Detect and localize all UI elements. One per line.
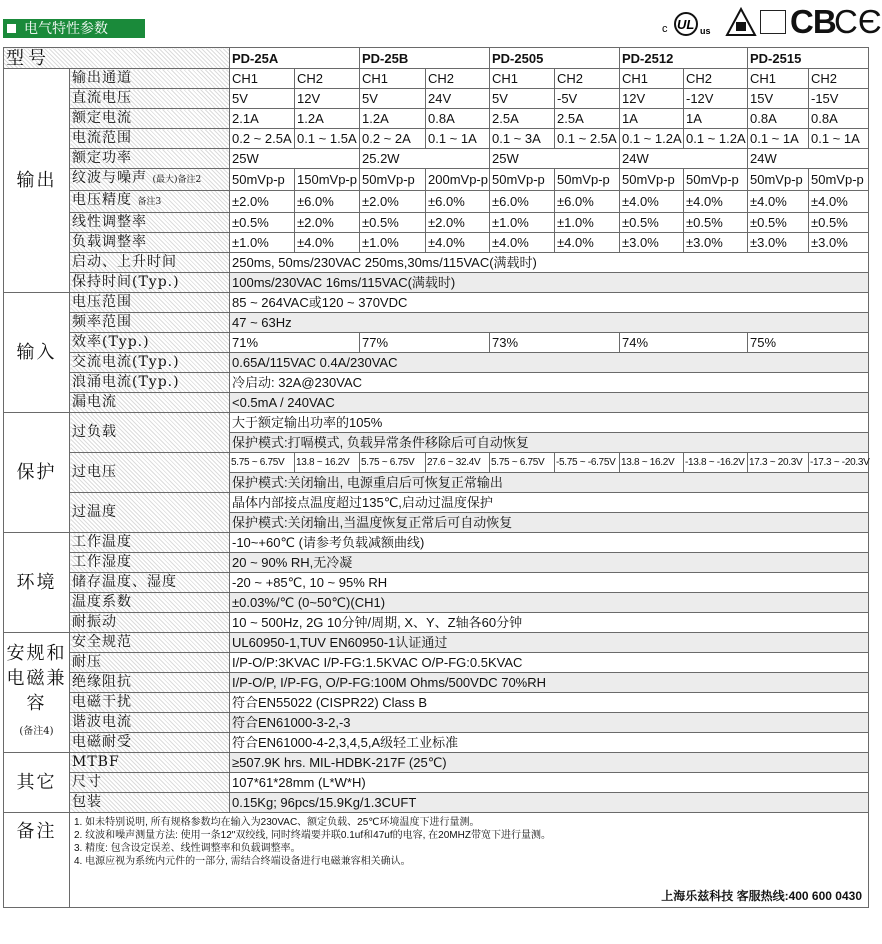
spec-value: ±4.0% <box>809 191 869 213</box>
spec-value: 5V <box>360 89 426 109</box>
spec-row-hold-up <box>4 273 869 293</box>
header-row <box>4 48 869 69</box>
spec-value: 50mVp-p <box>684 169 748 191</box>
spec-value: 0.2 ~ 2A <box>360 129 426 149</box>
spec-value: 50mVp-p <box>555 169 620 191</box>
spec-label: 电流范围 <box>70 129 230 149</box>
spec-value: 0.15Kg; 96pcs/15.9Kg/1.3CUFT <box>230 793 869 813</box>
svg-text:us: us <box>700 26 711 36</box>
spec-label: 尺寸 <box>70 773 230 793</box>
spec-label: 输出通道 <box>70 69 230 89</box>
spec-value: 107*61*28mm (L*W*H) <box>230 773 869 793</box>
spec-value: 1.2A <box>295 109 360 129</box>
spec-value: CH1 <box>748 69 809 89</box>
cb-logo: CB <box>790 3 836 40</box>
spec-value: 50mVp-p <box>809 169 869 191</box>
spec-value: CH1 <box>360 69 426 89</box>
spec-value: ±1.0% <box>490 213 555 233</box>
note-line: 4. 电源应视为系统内元件的一部分, 需结合终端设备进行电磁兼容相关确认。 <box>74 856 411 867</box>
spec-row-packing <box>4 793 869 813</box>
spec-value: CH2 <box>809 69 869 89</box>
group-other: 其它 <box>4 753 70 813</box>
spec-value: -13.8 ~ -16.2V <box>684 453 748 473</box>
spec-value: ±4.0% <box>748 191 809 213</box>
bauart-mark-icon <box>760 10 786 34</box>
note-line: 2. 纹波和噪声测量方法: 使用一条12"双绞线, 同时终端要并联0.1uf和47uf的电容, 在20MHZ带宽下进行量测。 <box>74 830 551 841</box>
spec-row-ripple <box>4 169 869 191</box>
spec-row-overvoltage-1 <box>4 453 869 473</box>
spec-value: 0.1 ~ 3A <box>490 129 555 149</box>
spec-value: 0.1 ~ 1.2A <box>620 129 684 149</box>
svg-text:c: c <box>662 23 668 35</box>
spec-label: 电磁耐受 <box>70 733 230 753</box>
ce-logo: CЄ <box>834 3 882 40</box>
spec-row-current-range <box>4 129 869 149</box>
spec-value: 13.8 ~ 16.2V <box>295 453 360 473</box>
spec-row-dc-voltage <box>4 89 869 109</box>
spec-row-working-humidity <box>4 553 869 573</box>
spec-label: 工作温度 <box>70 533 230 553</box>
spec-value: 250ms, 50ms/230VAC 250ms,30ms/115VAC(满载时) <box>230 253 869 273</box>
spec-row-mtbf <box>4 753 869 773</box>
spec-value: -5V <box>555 89 620 109</box>
spec-value: ±6.0% <box>555 191 620 213</box>
spec-row-setup-rise <box>4 253 869 273</box>
spec-value: ±2.0% <box>230 191 295 213</box>
spec-value: 25W <box>490 149 620 169</box>
spec-label: 电磁干扰 <box>70 693 230 713</box>
square-icon <box>7 24 16 33</box>
spec-value: -10~+60℃ (请参考负载减额曲线) <box>230 533 869 553</box>
spec-value: -5.75 ~ -6.75V <box>555 453 620 473</box>
spec-value: CH2 <box>426 69 490 89</box>
spec-value: 27.6 ~ 32.4V <box>426 453 490 473</box>
spec-value: <0.5mA / 240VAC <box>230 393 869 413</box>
spec-value: 50mVp-p <box>748 169 809 191</box>
model-label: 型号 <box>4 48 230 69</box>
spec-value: 12V <box>295 89 360 109</box>
spec-row-line-regulation <box>4 213 869 233</box>
spec-row-inrush <box>4 373 869 393</box>
spec-value: ±2.0% <box>426 213 490 233</box>
spec-value: 0.1 ~ 1A <box>426 129 490 149</box>
spec-value: 冷启动: 32A@230VAC <box>230 373 869 393</box>
spec-row-safety-standards <box>4 633 869 653</box>
spec-label: 线性调整率 <box>70 213 230 233</box>
spec-value: 大于额定输出功率的105% <box>230 413 869 433</box>
spec-value: 75% <box>748 333 869 353</box>
note-line: 1. 如未特别说明, 所有规格参数均在输入为230VAC、额定负载、25℃环境温度下进行量测。 <box>74 817 480 828</box>
spec-value: 17.3 ~ 20.3V <box>748 453 809 473</box>
spec-label: 耐压 <box>70 653 230 673</box>
spec-value: 73% <box>490 333 620 353</box>
spec-value: 2.5A <box>555 109 620 129</box>
spec-value: ±4.0% <box>426 233 490 253</box>
spec-label: 电压精度 备注3 <box>70 191 230 213</box>
spec-value: 符合EN61000-3-2,-3 <box>230 713 869 733</box>
spec-value: 71% <box>230 333 360 353</box>
spec-label: 纹波与噪声 (最大)备注2 <box>70 169 230 191</box>
spec-value: 50mVp-p <box>360 169 426 191</box>
spec-row-withstand <box>4 653 869 673</box>
spec-row-working-temp <box>4 533 869 553</box>
spec-label: 负载调整率 <box>70 233 230 253</box>
note-line: 3. 精度: 包含设定误差、线性调整率和负载调整率。 <box>74 843 301 854</box>
spec-value: 24W <box>620 149 748 169</box>
group-safety: 安规和电磁兼容 (备注4) <box>4 633 70 753</box>
spec-value: ±0.5% <box>620 213 684 233</box>
spec-label: 浪涌电流(Typ.) <box>70 373 230 393</box>
spec-value: 0.65A/115VAC 0.4A/230VAC <box>230 353 869 373</box>
model-name: PD-2515 <box>748 48 869 69</box>
spec-value: -17.3 ~ -20.3V <box>809 453 869 473</box>
spec-row-efficiency <box>4 333 869 353</box>
spec-row-harmonic <box>4 713 869 733</box>
spec-label: MTBF <box>70 753 230 773</box>
tuv-triangle-icon <box>726 8 756 36</box>
spec-value: 12V <box>620 89 684 109</box>
spec-row-channels <box>4 69 869 89</box>
spec-label: 过温度 <box>70 493 230 533</box>
spec-row-load-regulation <box>4 233 869 253</box>
spec-value: ±4.0% <box>295 233 360 253</box>
spec-value: 5V <box>490 89 555 109</box>
spec-value: 保护模式:打嗝模式, 负载异常条件移除后可自动恢复 <box>230 433 869 453</box>
group-remarks: 备注 <box>4 813 70 908</box>
notes-row <box>4 813 869 908</box>
spec-value: 1.2A <box>360 109 426 129</box>
spec-label: 额定功率 <box>70 149 230 169</box>
spec-value: CH1 <box>230 69 295 89</box>
spec-value: 47 ~ 63Hz <box>230 313 869 333</box>
spec-label: 交流电流(Typ.) <box>70 353 230 373</box>
spec-value: 保护模式:关闭输出, 电源重启后可恢复正常输出 <box>230 473 869 493</box>
spec-label: 启动、上升时间 <box>70 253 230 273</box>
group-environment: 环境 <box>4 533 70 633</box>
group-input: 输入 <box>4 293 70 413</box>
spec-value: 5V <box>230 89 295 109</box>
spec-label: 安全规范 <box>70 633 230 653</box>
spec-value: ≥507.9K hrs. MIL-HDBK-217F (25℃) <box>230 753 869 773</box>
spec-label: 频率范围 <box>70 313 230 333</box>
contact-hotline: 上海乐兹科技 客服热线:400 600 0430 <box>661 889 862 903</box>
spec-value: ±1.0% <box>555 213 620 233</box>
spec-label: 漏电流 <box>70 393 230 413</box>
spec-value: 77% <box>360 333 490 353</box>
spec-value: 24V <box>426 89 490 109</box>
spec-value: I/P-O/P:3KVAC I/P-FG:1.5KVAC O/P-FG:0.5KVAC <box>230 653 869 673</box>
group-protection: 保护 <box>4 413 70 533</box>
spec-value: 符合EN61000-4-2,3,4,5,A级轻工业标准 <box>230 733 869 753</box>
spec-value: CH2 <box>295 69 360 89</box>
spec-value: 74% <box>620 333 748 353</box>
spec-label: 过电压 <box>70 453 230 493</box>
spec-row-voltage-range <box>4 293 869 313</box>
spec-value: 5.75 ~ 6.75V <box>490 453 555 473</box>
spec-value: 10 ~ 500Hz, 2G 10分钟/周期, X、Y、Z轴各60分钟 <box>230 613 869 633</box>
group-output: 输出 <box>4 69 70 293</box>
spec-row-isolation <box>4 673 869 693</box>
spec-value: ±0.5% <box>360 213 426 233</box>
spec-value: UL60950-1,TUV EN60950-1认证通过 <box>230 633 869 653</box>
spec-value: I/P-O/P, I/P-FG, O/P-FG:100M Ohms/500VDC 70%RH <box>230 673 869 693</box>
spec-table <box>3 47 869 908</box>
spec-value: 150mVp-p <box>295 169 360 191</box>
spec-value: 0.1 ~ 2.5A <box>555 129 620 149</box>
spec-value: ±1.0% <box>230 233 295 253</box>
top-bar <box>0 0 882 44</box>
spec-value: CH1 <box>490 69 555 89</box>
spec-value: -15V <box>809 89 869 109</box>
spec-value: ±4.0% <box>620 191 684 213</box>
model-name: PD-2505 <box>490 48 620 69</box>
spec-label: 储存温度、湿度 <box>70 573 230 593</box>
spec-label: 耐振动 <box>70 613 230 633</box>
svg-text:UL: UL <box>677 17 695 32</box>
spec-value: ±2.0% <box>360 191 426 213</box>
spec-value: CH2 <box>684 69 748 89</box>
spec-label: 额定电流 <box>70 109 230 129</box>
spec-value: 25W <box>230 149 360 169</box>
spec-value: ±6.0% <box>426 191 490 213</box>
notes-cell <box>70 813 869 908</box>
spec-label: 绝缘阻抗 <box>70 673 230 693</box>
spec-value: 保护模式:关闭输出,当温度恢复正常后可自动恢复 <box>230 513 869 533</box>
spec-value: ±0.03%/℃ (0~50℃)(CH1) <box>230 593 869 613</box>
spec-value: ±0.5% <box>230 213 295 233</box>
spec-value: ±6.0% <box>490 191 555 213</box>
spec-value: 85 ~ 264VAC或120 ~ 370VDC <box>230 293 869 313</box>
spec-value: ±0.5% <box>809 213 869 233</box>
spec-label: 电压范围 <box>70 293 230 313</box>
spec-value: ±2.0% <box>295 213 360 233</box>
spec-value: 20 ~ 90% RH,无冷凝 <box>230 553 869 573</box>
spec-label: 包装 <box>70 793 230 813</box>
spec-value: 0.1 ~ 1A <box>748 129 809 149</box>
spec-value: 0.1 ~ 1A <box>809 129 869 149</box>
spec-value: ±4.0% <box>555 233 620 253</box>
spec-value: 2.5A <box>490 109 555 129</box>
spec-value: 1A <box>620 109 684 129</box>
spec-value: 0.8A <box>748 109 809 129</box>
spec-value: 25.2W <box>360 149 490 169</box>
spec-row-ac-current <box>4 353 869 373</box>
spec-label: 谐波电流 <box>70 713 230 733</box>
model-name: PD-25A <box>230 48 360 69</box>
spec-value: ±3.0% <box>748 233 809 253</box>
certification-logos <box>662 3 882 40</box>
spec-row-temp-coefficient <box>4 593 869 613</box>
spec-row-rated-power <box>4 149 869 169</box>
spec-value: 0.8A <box>426 109 490 129</box>
spec-value: -12V <box>684 89 748 109</box>
spec-value: ±4.0% <box>684 191 748 213</box>
spec-row-overtemp-1 <box>4 493 869 513</box>
spec-value: 50mVp-p <box>490 169 555 191</box>
spec-value: 200mVp-p <box>426 169 490 191</box>
section-title: 电气特性参数 <box>3 19 145 38</box>
spec-row-overload-1 <box>4 413 869 433</box>
spec-value: ±0.5% <box>748 213 809 233</box>
spec-value: 0.2 ~ 2.5A <box>230 129 295 149</box>
spec-value: 50mVp-p <box>620 169 684 191</box>
spec-row-emi <box>4 693 869 713</box>
spec-value: 符合EN55022 (CISPR22) Class B <box>230 693 869 713</box>
spec-row-rated-current <box>4 109 869 129</box>
spec-value: 5.75 ~ 6.75V <box>230 453 295 473</box>
spec-label: 过负载 <box>70 413 230 453</box>
spec-value: ±3.0% <box>620 233 684 253</box>
spec-value: 0.8A <box>809 109 869 129</box>
spec-label: 效率(Typ.) <box>70 333 230 353</box>
spec-value: ±0.5% <box>684 213 748 233</box>
model-name: PD-25B <box>360 48 490 69</box>
spec-row-frequency <box>4 313 869 333</box>
spec-value: CH1 <box>620 69 684 89</box>
spec-value: 50mVp-p <box>230 169 295 191</box>
spec-value: 晶体内部接点温度超过135℃,启动过温度保护 <box>230 493 869 513</box>
spec-row-ems <box>4 733 869 753</box>
spec-value: 0.1 ~ 1.2A <box>684 129 748 149</box>
spec-value: 0.1 ~ 1.5A <box>295 129 360 149</box>
spec-value: ±6.0% <box>295 191 360 213</box>
spec-value: ±4.0% <box>490 233 555 253</box>
spec-label: 工作湿度 <box>70 553 230 573</box>
spec-value: CH2 <box>555 69 620 89</box>
spec-label: 保持时间(Typ.) <box>70 273 230 293</box>
spec-value: -20 ~ +85℃, 10 ~ 95% RH <box>230 573 869 593</box>
spec-value: 2.1A <box>230 109 295 129</box>
spec-row-leakage <box>4 393 869 413</box>
spec-value: 5.75 ~ 6.75V <box>360 453 426 473</box>
spec-value: ±3.0% <box>809 233 869 253</box>
spec-label: 温度系数 <box>70 593 230 613</box>
spec-row-voltage-accuracy <box>4 191 869 213</box>
spec-value: ±1.0% <box>360 233 426 253</box>
spec-value: 24W <box>748 149 869 169</box>
spec-value: ±3.0% <box>684 233 748 253</box>
spec-value: 100ms/230VAC 16ms/115VAC(满载时) <box>230 273 869 293</box>
spec-label: 直流电压 <box>70 89 230 109</box>
ul-logo-icon <box>662 12 722 36</box>
spec-value: 15V <box>748 89 809 109</box>
spec-row-dimension <box>4 773 869 793</box>
model-name: PD-2512 <box>620 48 748 69</box>
spec-value: 13.8 ~ 16.2V <box>620 453 684 473</box>
spec-value: 1A <box>684 109 748 129</box>
spec-row-vibration <box>4 613 869 633</box>
spec-row-storage <box>4 573 869 593</box>
